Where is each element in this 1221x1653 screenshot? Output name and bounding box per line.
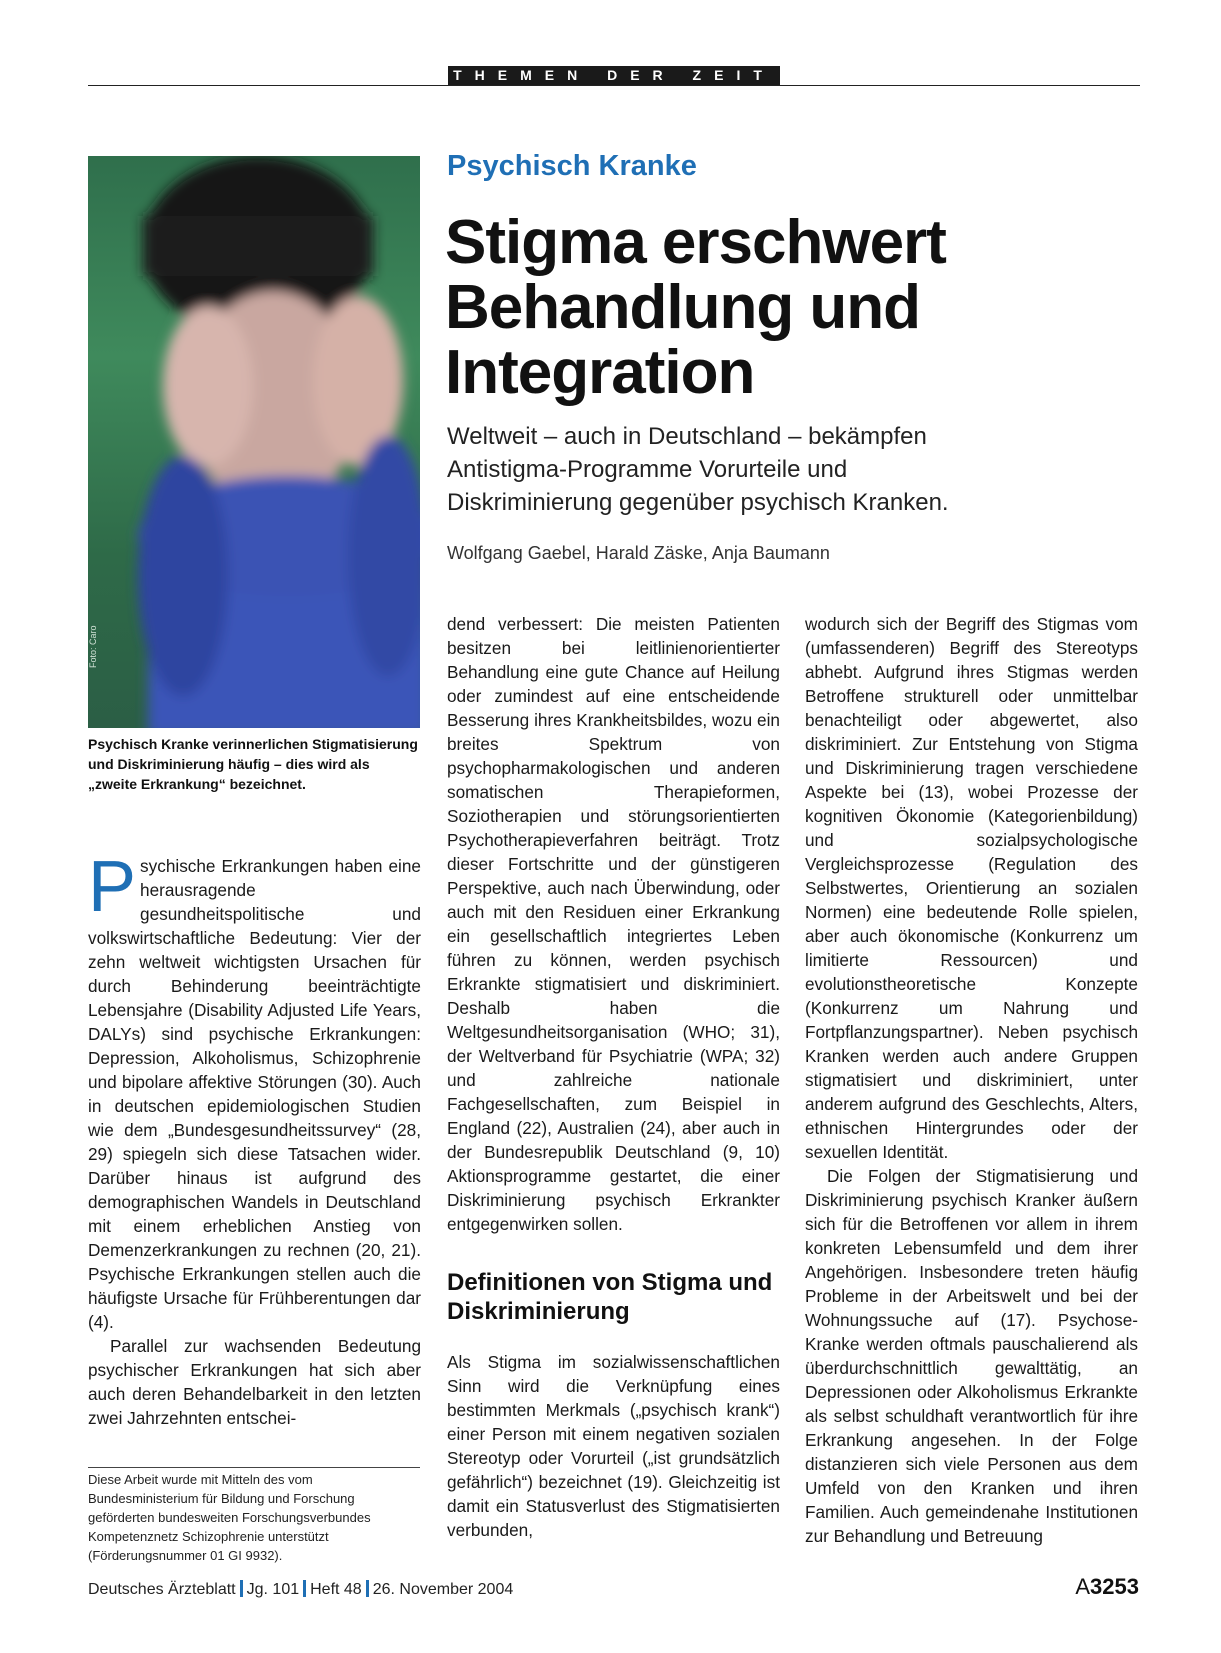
volume: Jg. 101 bbox=[246, 1581, 300, 1598]
paragraph: Als Stigma im sozialwissenschaftlichen Sinn wird die Verknüpfung eines bestimmten Merkmals („psychisch krank“) einer Person mit einem negativen sozialen Stereotyp oder Vorurteil („ist grundsätzlich gefährlich“) bezeichnet (19). Gleichzeitig ist damit ein Statusverlust des Stigmatisierten verbunden, bbox=[447, 1352, 780, 1540]
section-heading: Definitionen von Stigma und Diskriminierung bbox=[447, 1269, 773, 1325]
photo-credit: Foto: Caro bbox=[88, 625, 98, 668]
journal-name: Deutsches Ärzteblatt bbox=[88, 1581, 236, 1598]
footer-separator bbox=[303, 1580, 306, 1597]
photo-caption: Psychisch Kranke verinnerlichen Stigmatisierung und Diskriminierung häufig – dies wird als „zweite Erkrankung“ bezeichnet. bbox=[88, 736, 418, 792]
page-number-value: 3253 bbox=[1090, 1574, 1139, 1599]
paragraph: Parallel zur wachsenden Bedeutung psychischer Erkrankungen hat sich aber auch deren Behandelbarkeit in den letzten zwei Jahrzehnten entschei- bbox=[88, 1336, 421, 1428]
section-tag: THEMEN DER ZEIT bbox=[448, 66, 780, 85]
text-column-2 bbox=[447, 612, 780, 1542]
footer-separator bbox=[366, 1580, 369, 1597]
paragraph-text: sychische Erkrankungen haben eine herausragende gesundheitspolitische und volkswirtschaftliche Bedeutung: Vier der zehn weltweit wichtigsten Ursachen für durch Behinderung beeinträchtigte Lebensjahre (Disability Adjusted Life Years, DALYs) sind psychische Erkrankungen: Depression, Alkoholismus, Schizophrenie und bipolare affektive Störungen (30). Auch in deutschen epidemiologischen Studien wie dem „Bundesgesundheitssurvey“ (28, 29) spiegeln sich diese Tatsachen wider. Darüber hinaus ist aufgrund des demographischen Wandels in Deutschland mit einem erheblichen Anstieg von Demenzerkrankungen zu rechnen (20, 21). Psychische Erkrankungen stellen auch die häufigste Ursache für Frühberentungen dar (4). bbox=[88, 856, 421, 1332]
article-authors: Wolfgang Gaebel, Harald Zäske, Anja Baumann bbox=[447, 543, 830, 563]
footnote-rule bbox=[88, 1467, 420, 1468]
header-rule bbox=[88, 85, 1140, 86]
text-column-3 bbox=[805, 612, 1138, 1548]
paragraph: wodurch sich der Begriff des Stigmas vom (umfassenderen) Begriff des Stereotyps abhebt. Aufgrund ihres Stigmas werden Betroffene strukturell oder unmittelbar benachteiligt oder abgewertet, also diskriminiert. Zur Entstehung von Stigma und Diskriminierung tragen verschiedene Aspekte bei (13), wobei Prozesse der kognitiven Ökonomie (Kategorienbildung) und sozialpsychologische Vergleichsprozesse (Regulation des Selbstwertes, Orientierung an sozialen Normen) eine bedeutende Rolle spielen, aber auch ökonomische (Konkurrenz um limitierte Ressourcen) und evolutionstheoretische Konzepte (Konkurrenz um Nahrung und Fortpflanzungspartner). Neben psychisch Kranken werden auch andere Gruppen stigmatisiert und diskriminiert, unter anderem aufgrund des Geschlechts, Alters, ethnischen Hintergrundes oder der sexuellen Identität. bbox=[805, 614, 1138, 1162]
footer-separator bbox=[240, 1580, 243, 1597]
article-lead: Weltweit – auch in Deutschland – bekämpfen Antistigma-Programme Vorurteile und Diskriminierung gegenüber psychisch Kranken. bbox=[447, 423, 949, 516]
page-prefix: A bbox=[1075, 1574, 1091, 1599]
funding-footnote: Diese Arbeit wurde mit Mitteln des vom Bundesministerium für Bildung und Forschung geförderten bundesweiten Forschungsverbundes Kompetenznetz Schizophrenie unterstützt (Förderungsnummer 01 GI 9932). bbox=[88, 1472, 371, 1563]
article-kicker: Psychisch Kranke bbox=[447, 150, 697, 182]
drop-cap: P bbox=[88, 847, 137, 927]
article-title: Stigma erschwert Behandlung und Integration bbox=[445, 208, 946, 407]
footer-citation bbox=[88, 1580, 513, 1599]
text-column-1 bbox=[88, 847, 421, 1430]
issue: Heft 48 bbox=[310, 1581, 362, 1598]
paragraph: dend verbessert: Die meisten Patienten besitzen bei leitlinienorientierter Behandlung eine gute Chance auf Heilung oder zumindest auf eine entscheidende Besserung ihres Krankheitsbildes, wozu ein breites Spektrum von psychopharmakologischen und anderen somatischen Therapieformen, Soziotherapien und störungsorientierten Psychotherapieverfahren beiträgt. Trotz dieser Fortschritte und der günstigeren Perspektive, auch nach Überwindung, oder auch mit den Residuen einer Erkrankung ein gesellschaftlich integriertes Leben führen zu können, werden psychisch Erkrankte stigmatisiert und diskriminiert. Deshalb haben die Weltgesundheitsorganisation (WHO; 31), der Weltverband für Psychiatrie (WPA; 32) und zahlreiche nationale Fachgesellschaften, zum Beispiel in England (22), Australien (24), aber auch in der Bundesrepublik Deutschland (9, 10) Aktionsprogramme gestartet, die einer Diskriminierung psychisch Erkrankter entgegenwirken sollen. bbox=[447, 614, 780, 1234]
paragraph: Die Folgen der Stigmatisierung und Diskriminierung psychisch Kranker äußern sich für die Betroffenen vor allem in ihrem konkreten Lebensumfeld und dem ihrer Angehörigen. Insbesondere treten häufig Probleme in der Arbeitswelt und bei der Wohnungssuche auf (17). Psychose-Kranke werden oftmals pauschalierend als überdurchschnittlich gewalttätig, an Depressionen oder Alkoholismus Erkrankte als selbst schuldhaft verantwortlich für ihre Erkrankung angesehen. In der Folge distanzieren sich viele Personen aus dem Umfeld von den Kranken und ihren Familien. Auch gemeindenahe Institutionen zur Behandlung und Betreuung bbox=[805, 1166, 1138, 1546]
issue-date: 26. November 2004 bbox=[372, 1581, 514, 1598]
page-number bbox=[1075, 1574, 1139, 1600]
paragraph bbox=[88, 847, 421, 1334]
